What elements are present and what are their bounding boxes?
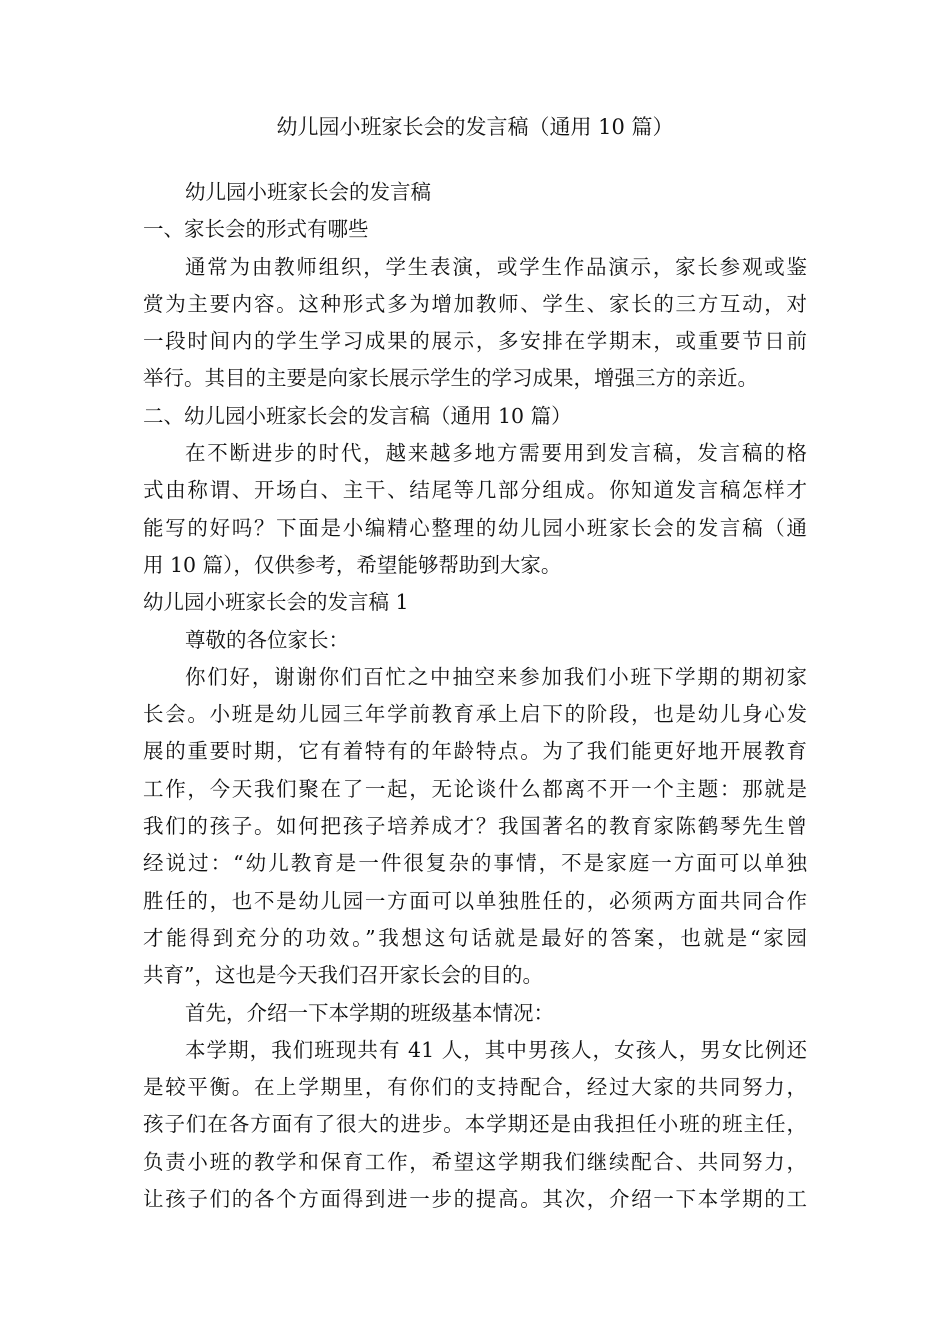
text-line: 是较平衡。在上学期里，有你们的支持配合，经过大家的共同努力，: [143, 1075, 807, 1100]
text-line: 共育”，这也是今天我们召开家长会的目的。: [143, 963, 543, 988]
text-line: 能写的好吗？下面是小编精心整理的幼儿园小班家长会的发言稿（通: [143, 515, 807, 540]
text-line: 让孩子们的各个方面得到进一步的提高。其次，介绍一下本学期的工: [143, 1187, 807, 1212]
text-line: 你们好，谢谢你们百忙之中抽空来参加我们小班下学期的期初家: [185, 664, 807, 689]
text-line: 在不断进步的时代，越来越多地方需要用到发言稿，发言稿的格: [185, 441, 807, 466]
document-body: [143, 174, 807, 1218]
text-line: 才能得到充分的功效。”我想这句话就是最好的答案，也就是“家园: [143, 925, 807, 950]
text-line: 举行。其目的主要是向家长展示学生的学习成果，增强三方的亲近。: [143, 366, 758, 391]
text-line: 幼儿园小班家长会的发言稿 1: [143, 590, 409, 615]
document-title: 幼儿园小班家长会的发言稿（通用 10 篇）: [276, 115, 674, 139]
text-line: 一、家长会的形式有哪些: [143, 217, 369, 242]
text-line: 孩子们在各方面有了很大的进步。本学期还是由我担任小班的班主任，: [143, 1112, 807, 1137]
text-line: 幼儿园小班家长会的发言稿: [185, 180, 431, 204]
text-line: 经说过：“幼儿教育是一件很复杂的事情，不是家庭一方面可以单独: [143, 851, 807, 876]
text-line: 首先，介绍一下本学期的班级基本情况：: [185, 1000, 554, 1025]
text-line: 我们的孩子。如何把孩子培养成才？我国著名的教育家陈鹤琴先生曾: [143, 814, 807, 839]
text-line: 一段时间内的学生学习成果的展示，多安排在学期末，或重要节日前: [143, 329, 807, 354]
text-line: 展的重要时期，它有着特有的年龄特点。为了我们能更好地开展教育: [143, 739, 807, 764]
text-line: 长会。小班是幼儿园三年学前教育承上启下的阶段，也是幼儿身心发: [143, 702, 807, 727]
text-line: 负责小班的教学和保育工作，希望这学期我们继续配合、共同努力，: [143, 1149, 807, 1174]
text-line: 胜任的，也不是幼儿园一方面可以单独胜任的，必须两方面共同合作: [143, 888, 807, 913]
text-line: 用 10 篇），仅供参考，希望能够帮助到大家。: [143, 552, 562, 577]
text-line: 式由称谓、开场白、主干、结尾等几部分组成。你知道发言稿怎样才: [143, 478, 807, 503]
text-line: 二、幼儿园小班家长会的发言稿（通用 10 篇）: [143, 403, 572, 428]
text-line: 尊敬的各位家长：: [185, 627, 349, 652]
text-line: 工作，今天我们聚在了一起，无论谈什么都离不开一个主题：那就是: [143, 776, 807, 801]
text-line: 通常为由教师组织，学生表演，或学生作品演示，家长参观或鉴: [185, 254, 807, 279]
text-line: 赏为主要内容。这种形式多为增加教师、学生、家长的三方互动，对: [143, 291, 807, 316]
text-line: 本学期，我们班现共有 41 人，其中男孩人，女孩人，男女比例还: [185, 1037, 807, 1062]
